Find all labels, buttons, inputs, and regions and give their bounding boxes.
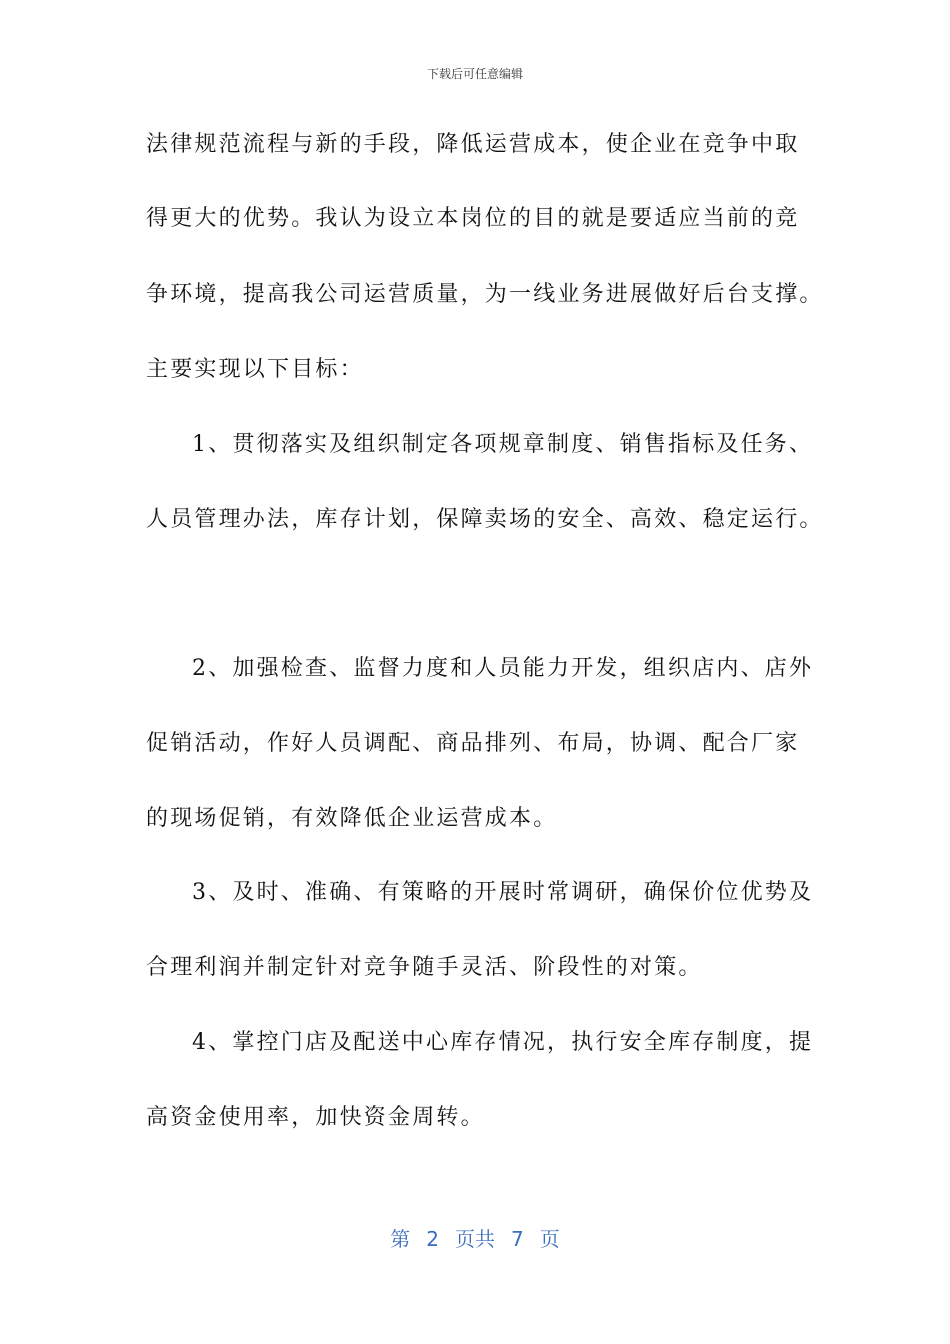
total-pages-number: 7 <box>511 1227 524 1251</box>
body-line: 法律规范流程与新的手段，降低运营成本，使企业在竞争中取 <box>146 132 800 157</box>
page-label-suffix: 页 <box>539 1227 560 1251</box>
body-line: 得更大的优势。我认为设立本岗位的目的就是要适应当前的竞 <box>146 206 800 231</box>
body-line: 3、及时、准确、有策略的开展时常调研，确保价位优势及 <box>192 880 814 905</box>
page-label-mid: 页共 <box>455 1227 495 1251</box>
body-line: 的现场促销，有效降低企业运营成本。 <box>146 806 558 831</box>
body-line: 1、贯彻落实及组织制定各项规章制度、销售指标及任务、 <box>192 432 814 457</box>
body-line: 促销活动，作好人员调配、商品排列、布局，协调、配合厂家 <box>146 731 800 756</box>
body-line: 主要实现以下目标： <box>146 357 364 382</box>
body-line: 争环境，提高我公司运营质量，为一线业务进展做好后台支撑。 <box>146 282 824 307</box>
body-line: 人员管理办法，库存计划，保障卖场的安全、高效、稳定运行。 <box>146 507 824 532</box>
body-line: 2、加强检查、监督力度和人员能力开发，组织店内、店外 <box>192 656 814 681</box>
body-line: 高资金使用率，加快资金周转。 <box>146 1105 485 1130</box>
current-page-number: 2 <box>426 1227 439 1251</box>
page-label-prefix: 第 <box>390 1227 411 1251</box>
body-line: 4、掌控门店及配送中心库存情况，执行安全库存制度，提 <box>192 1030 814 1055</box>
body-line: 合理利润并制定针对竞争随手灵活、阶段性的对策。 <box>146 955 703 980</box>
page-footer <box>0 1226 950 1252</box>
page-header-note: 下载后可任意编辑 <box>426 67 523 81</box>
